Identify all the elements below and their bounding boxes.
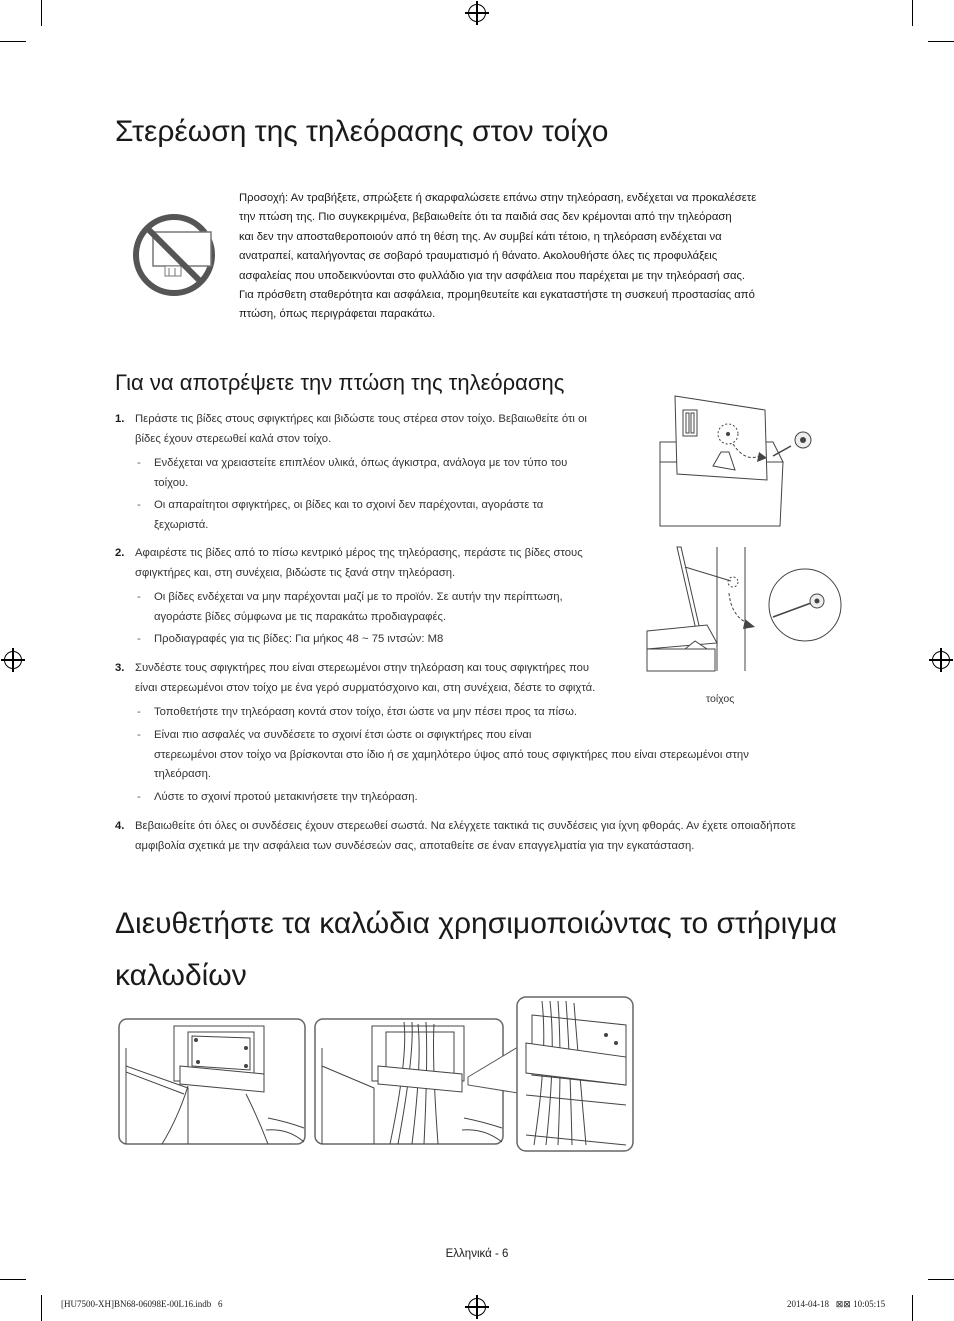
title-line: Διευθετήστε τα καλώδια χρησιμοποιώντας το στήριγμα <box>115 907 837 940</box>
note-line: Τοποθετήστε την τηλεόραση κοντά στον τοίχο, έτσι ώστε να μην πέσει προς τα πίσω. <box>154 706 578 718</box>
page-number: Ελληνικά - 6 <box>445 1248 509 1260</box>
note <box>137 630 637 650</box>
warning-line: την πτώση της. Πιο συγκεκριμένα, βεβαιωθείτε ότι τα παιδιά σας δεν κρέμονται από την τηλεόραση <box>239 211 732 224</box>
note-dash: - <box>137 499 141 511</box>
step-line: Περάστε τις βίδες στους σφιγκτήρες και βιδώστε τους στέρεα στον τοίχο. Βεβαιωθείτε ότι οι <box>135 413 587 425</box>
note-dash: - <box>137 729 141 741</box>
step-line: είναι στερεωμένοι στον τοίχο με ένα γερό συρματόσχοινο και, στη συνέχεια, δέστε το σφιχτά. <box>135 681 596 694</box>
step-line: Συνδέστε τους σφιγκτήρες που είναι στερεωμένοι στην τηλεόραση και τους σφιγκτήρες που <box>135 662 590 674</box>
step-number: 2. <box>115 547 125 559</box>
note-line: Είναι πιο ασφαλές να συνδέσετε το σχοινί έτσι ώστε οι σφιγκτήρες που είναι <box>154 729 532 741</box>
crop-mark <box>0 1279 26 1280</box>
note <box>137 726 837 785</box>
title-line: καλωδίων <box>115 959 247 992</box>
wall-label: τοίχος <box>706 693 735 705</box>
step-line: Βεβαιωθείτε ότι όλες οι συνδέσεις έχουν στερεωθεί σωστά. Να ελέγχετε τακτικά τις συνδέσεις για ίχνη φθοράς. Αν έχετε οποιαδήποτε <box>135 820 796 832</box>
step-line: αμφιβολία σχετικά με την ασφάλεια των συνδέσεών σας, αποταθείτε σε έναν επαγγελματία για την εγκατάσταση. <box>135 839 695 852</box>
warning-line: ασφαλείας που υποδεικνύονται στο φυλλάδιο για την ασφάλεια που παρέχεται με την τηλεόρασή σας. <box>239 269 746 282</box>
note <box>137 703 837 723</box>
step-3 <box>115 659 645 698</box>
cable-holder-step-1-illustration <box>118 1018 308 1146</box>
crop-mark <box>928 1279 954 1280</box>
step-line: σφιγκτήρες και, στη συνέχεια, βιδώστε τις ξανά στην τηλεόραση. <box>135 566 456 579</box>
step-1 <box>115 410 635 449</box>
registration-mark-icon <box>932 651 950 669</box>
section-title-prevent-fall: Για να αποτρέψετε την πτώση της τηλεόρασης <box>115 370 565 395</box>
note <box>137 496 637 535</box>
step-line: βίδες έχουν στερεωθεί καλά στον τοίχο. <box>135 432 332 445</box>
section-title-cable-holder <box>115 898 875 1002</box>
note <box>137 588 637 627</box>
note-dash: - <box>137 633 141 645</box>
note-dash: - <box>137 457 141 469</box>
warning-line: πτώση, όπως περιγράφεται παρακάτω. <box>239 308 436 321</box>
warning-line: Για πρόσθετη σταθερότητα και ασφάλεια, προμηθευτείτε και εγκαταστήστε τη συσκευή προστασίας από <box>239 289 755 302</box>
cable-holder-detail-illustration <box>466 995 636 1153</box>
note-line: τηλεόραση. <box>154 768 212 780</box>
warning-line: Προσοχή: Αν τραβήξετε, σπρώξετε ή σκαρφαλώσετε επάνω στην τηλεόραση, ενδέχεται να προκαλέσετε <box>239 192 757 204</box>
note-dash: - <box>137 791 141 803</box>
tv-back-bracket-illustration <box>655 390 835 530</box>
note-dash: - <box>137 591 141 603</box>
note <box>137 788 837 808</box>
step-number: 1. <box>115 413 125 425</box>
warning-line: ανατραπεί, καταλήγοντας σε σοβαρό τραυματισμό ή θάνατο. Ακολουθήστε όλες τις προφυλάξεις <box>239 250 718 263</box>
crop-mark <box>41 0 42 26</box>
crop-mark <box>912 0 913 26</box>
step-4 <box>115 817 855 856</box>
note-line: τοίχου. <box>154 476 189 489</box>
registration-mark-icon <box>468 4 486 22</box>
registration-mark-icon <box>468 1298 486 1316</box>
safety-warning <box>239 189 839 325</box>
crop-mark <box>0 41 26 42</box>
note-line: Οι απαραίτητοι σφιγκτήρες, οι βίδες και το σχοινί δεν παρέχονται, αγοράστε τα <box>154 499 544 511</box>
tv-wall-rope-illustration <box>645 545 845 675</box>
note-line: Ενδέχεται να χρειαστείτε επιπλέον υλικά, όπως άγκιστρα, ανάλογα με τον τύπο του <box>154 457 568 469</box>
note-line: αγοράστε βίδες σύμφωνα με τις παρακάτω προδιαγραφές. <box>154 610 447 623</box>
step-number: 3. <box>115 662 125 674</box>
no-climbing-warning-icon <box>131 212 217 298</box>
note-line: Λύστε το σχοινί προτού μετακινήσετε την τηλεόραση. <box>154 791 418 803</box>
footer-file-info: [HU7500-XH]BN68-06098E-00L16.indb 6 <box>61 1299 223 1309</box>
section-title-wall-mount: Στερέωση της τηλεόρασης στον τοίχο <box>115 115 609 148</box>
warning-line: και δεν την αποσταθεροποιούν από τη θέση της. Αν συμβεί κάτι τέτοιο, η τηλεόραση ενδέχεται να <box>239 230 722 243</box>
note <box>137 454 637 493</box>
crop-mark <box>41 1295 42 1321</box>
note-line: στερεωμένοι στον τοίχο να βρίσκονται στο ίδιο ή σε χαμηλότερο ύψος από τους σφιγκτήρες που είναι στερεωμένοι στην <box>154 748 749 761</box>
step-line: Αφαιρέστε τις βίδες από το πίσω κεντρικό μέρος της τηλεόρασης, περάστε τις βίδες στους <box>135 547 583 559</box>
crop-mark <box>928 41 954 42</box>
step-number: 4. <box>115 820 125 832</box>
crop-mark <box>912 1295 913 1321</box>
footer-date: 2014-04-18 ⊠⊠ 10:05:15 <box>787 1299 886 1309</box>
step-2 <box>115 544 635 583</box>
note-line: Οι βίδες ενδέχεται να μην παρέχονται μαζί με το προϊόν. Σε αυτήν την περίπτωση, <box>154 591 563 603</box>
registration-mark-icon <box>4 651 22 669</box>
note-line: Προδιαγραφές για τις βίδες: Για μήκος 48 ~ 75 ιντσών: M8 <box>154 633 444 645</box>
note-line: ξεχωριστά. <box>154 518 209 531</box>
note-dash: - <box>137 706 141 718</box>
